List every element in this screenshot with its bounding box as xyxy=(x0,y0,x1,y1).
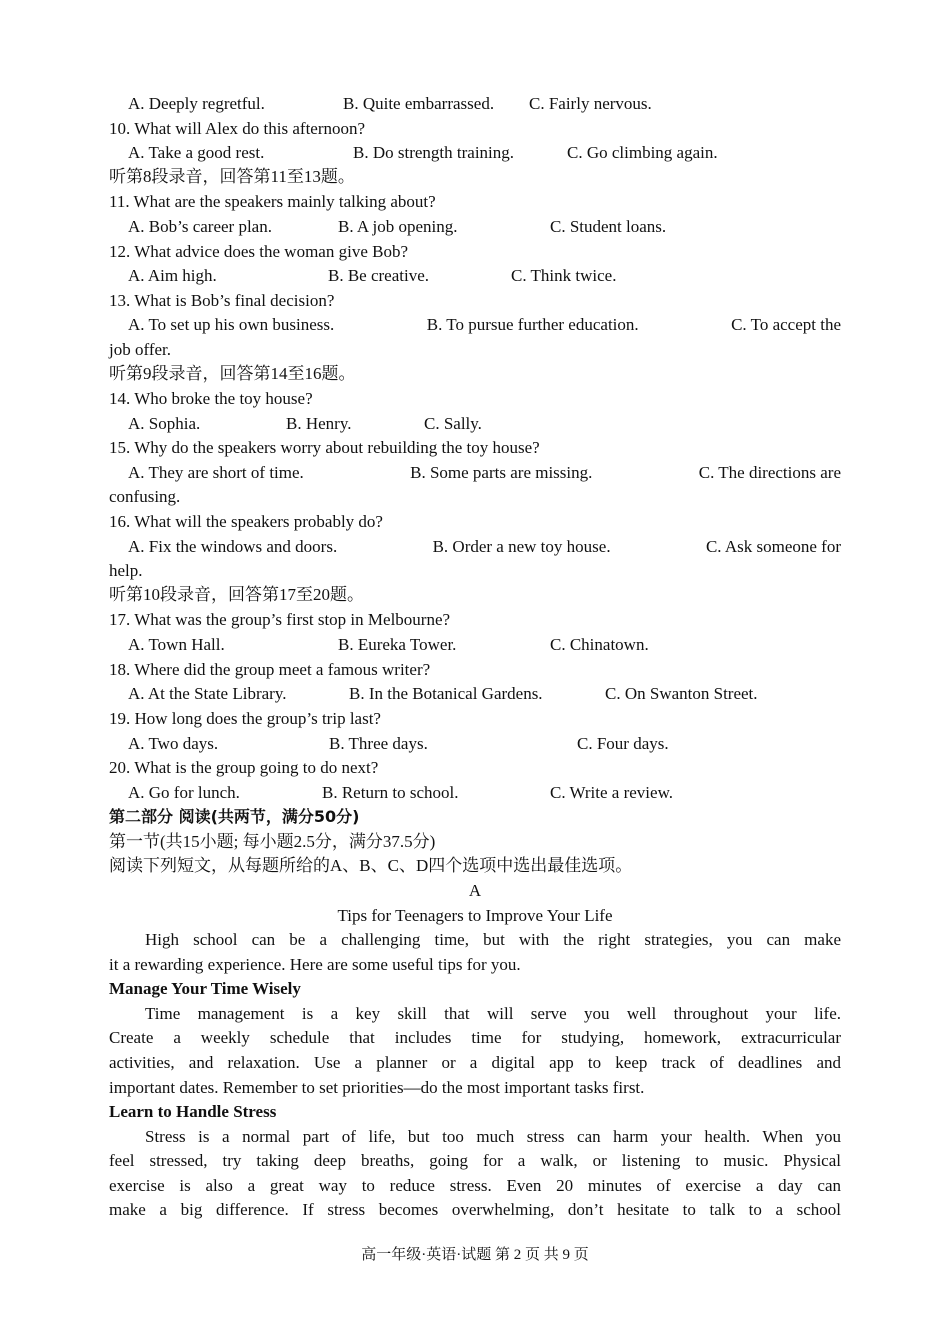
option-c: C. Sally. xyxy=(424,414,482,433)
question-18: 18. Where did the group meet a famous writer? xyxy=(109,660,431,679)
option-a: A. To set up his own business. xyxy=(128,315,335,334)
q13-option-c-continued: job offer. xyxy=(109,340,172,359)
para2-line-3: exercise is also a great way to reduce stress. Even 20 minutes of exercise a day can xyxy=(109,1176,841,1195)
option-b: B. Eureka Tower. xyxy=(338,635,457,654)
q17-options xyxy=(109,633,841,657)
question-16: 16. What will the speakers probably do? xyxy=(109,512,383,531)
heading-handle-stress: Learn to Handle Stress xyxy=(109,1102,277,1121)
q9-options xyxy=(109,92,841,116)
q20-options xyxy=(109,781,841,805)
option-b: B. In the Botanical Gardens. xyxy=(349,684,543,703)
passage-title: Tips for Teenagers to Improve Your Life xyxy=(337,906,613,925)
q15-options xyxy=(109,461,841,485)
option-b: B. Henry. xyxy=(286,414,352,433)
question-14: 14. Who broke the toy house? xyxy=(109,389,313,408)
option-b: B. Quite embarrassed. xyxy=(343,94,495,113)
intro-line-1: High school can be a challenging time, but with the right strategies, you can make xyxy=(145,930,841,949)
section-9-instruction: 听第9段录音，回答第14至16题。 xyxy=(109,364,356,383)
intro-line-2: it a rewarding experience. Here are some useful tips for you. xyxy=(109,955,521,974)
para2-line-2: feel stressed, try taking deep breaths, going for a walk, or listening to music. Physical xyxy=(109,1151,841,1170)
option-c: C. Student loans. xyxy=(550,217,667,236)
option-c: C. Chinatown. xyxy=(550,635,649,654)
option-b: B. Be creative. xyxy=(328,266,430,285)
option-a: A. Take a good rest. xyxy=(128,143,265,162)
option-a: A. Deeply regretful. xyxy=(128,94,265,113)
question-20: 20. What is the group going to do next? xyxy=(109,758,379,777)
option-a: A. Aim high. xyxy=(128,266,217,285)
q19-options xyxy=(109,732,841,756)
option-c: C. Write a review. xyxy=(550,783,673,802)
option-a: A. Sophia. xyxy=(128,414,201,433)
para1-line-4: important dates. Remember to set priorities—do the most important tasks first. xyxy=(109,1078,645,1097)
option-c: C. On Swanton Street. xyxy=(605,684,758,703)
para1-line-3: activities, and relaxation. Use a planner or a digital app to keep track of deadlines and xyxy=(109,1053,841,1072)
option-a: A. Two days. xyxy=(128,734,219,753)
question-13: 13. What is Bob’s final decision? xyxy=(109,291,335,310)
option-b: B. A job opening. xyxy=(338,217,458,236)
option-c: C. To accept the xyxy=(731,315,841,334)
para2-line-1: Stress is a normal part of life, but too much stress can harm your health. When you xyxy=(145,1127,841,1146)
option-c: C. Four days. xyxy=(577,734,669,753)
option-c: C. Fairly nervous. xyxy=(529,94,652,113)
option-c: C. The directions are xyxy=(698,463,841,482)
option-c: C. Go climbing again. xyxy=(567,143,718,162)
para2-line-4: make a big difference. If stress becomes overwhelming, don’t hesitate to talk to a school xyxy=(109,1200,841,1219)
option-a: A. Town Hall. xyxy=(128,635,225,654)
option-b: B. Do strength training. xyxy=(353,143,515,162)
option-a: A. They are short of time. xyxy=(128,463,304,482)
section-1-title: 第一节(共15小题; 每小题2.5分，满分37.5分) xyxy=(109,832,436,851)
para1-line-1: Time management is a key skill that will serve you well throughout your life. xyxy=(145,1004,841,1023)
page-footer: 高一年级·英语·试题 第 2 页 共 9 页 xyxy=(361,1247,589,1263)
option-a: A. At the State Library. xyxy=(128,684,287,703)
q15-option-c-continued: confusing. xyxy=(109,487,181,506)
option-c: C. Think twice. xyxy=(511,266,617,285)
option-a: A. Go for lunch. xyxy=(128,783,240,802)
q13-options xyxy=(109,313,841,337)
para1-line-2: Create a weekly schedule that includes time for studying, homework, extracurricular xyxy=(109,1028,841,1047)
question-12: 12. What advice does the woman give Bob? xyxy=(109,242,408,261)
option-a: A. Bob’s career plan. xyxy=(128,217,272,236)
question-19: 19. How long does the group’s trip last? xyxy=(109,709,381,728)
heading-manage-time: Manage Your Time Wisely xyxy=(109,979,301,998)
question-10: 10. What will Alex do this afternoon? xyxy=(109,119,366,138)
option-c: C. Ask someone for xyxy=(705,537,841,556)
q16-options xyxy=(109,535,841,559)
question-15: 15. Why do the speakers worry about rebuilding the toy house? xyxy=(109,438,540,457)
option-b: B. Some parts are missing. xyxy=(410,463,593,482)
passage-letter: A xyxy=(468,881,482,900)
section-8-instruction: 听第8段录音，回答第11至13题。 xyxy=(109,167,355,186)
reading-instructions: 阅读下列短文，从每题所给的A、B、C、D四个选项中选出最佳选项。 xyxy=(109,856,633,875)
question-11: 11. What are the speakers mainly talking about? xyxy=(109,192,436,211)
option-b: B. Three days. xyxy=(329,734,428,753)
q18-options xyxy=(109,682,841,706)
option-b: B. To pursue further education. xyxy=(426,315,639,334)
q10-options xyxy=(109,141,841,165)
q14-options xyxy=(109,412,841,436)
part-2-title: 第二部分 阅读(共两节，满分50分) xyxy=(109,807,360,826)
option-a: A. Fix the windows and doors. xyxy=(128,537,338,556)
q16-option-c-continued: help. xyxy=(109,561,143,580)
question-17: 17. What was the group’s first stop in Melbourne? xyxy=(109,610,451,629)
option-b: B. Return to school. xyxy=(322,783,459,802)
section-10-instruction: 听第10段录音，回答第17至20题。 xyxy=(109,585,364,604)
q11-options xyxy=(109,215,841,239)
q12-options xyxy=(109,264,841,288)
option-b: B. Order a new toy house. xyxy=(432,537,611,556)
